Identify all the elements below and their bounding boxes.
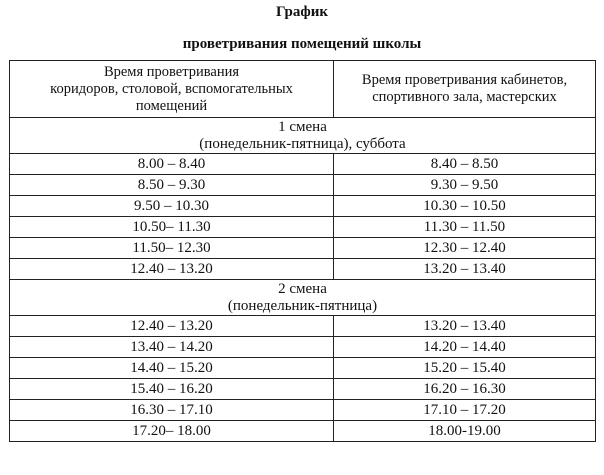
header-classrooms [334,61,596,118]
table-row [10,316,596,337]
header-corridors-line-2: коридоров, столовой, вспомогательных [50,80,293,97]
table-row [10,196,596,217]
shift-1-days: (понедельник-пятница), суббота [199,135,406,152]
shift-2-days: (понедельник-пятница) [227,297,378,314]
table-row [10,154,596,175]
table-row [10,358,596,379]
classroom-time: 13.20 – 13.40 [334,316,596,337]
table-row [10,379,596,400]
corridor-time: 10.50– 11.30 [10,217,334,238]
corridor-time: 9.50 – 10.30 [10,196,334,217]
shift-1-label: 1 смена [278,118,327,135]
table-row [10,259,596,280]
table-row [10,337,596,358]
classroom-time: 9.30 – 9.50 [334,175,596,196]
classroom-time: 16.20 – 16.30 [334,379,596,400]
document-subtitle: проветривания помещений школы [182,36,422,52]
corridor-time: 17.20– 18.00 [10,421,334,442]
classroom-time: 11.30 – 11.50 [334,217,596,238]
corridor-time: 15.40 – 16.20 [10,379,334,400]
shift-1-header [10,118,596,154]
shift-2-header [10,280,596,316]
classroom-time: 15.20 – 15.40 [334,358,596,379]
corridor-time: 13.40 – 14.20 [10,337,334,358]
corridor-time: 12.40 – 13.20 [10,259,334,280]
classroom-time: 12.30 – 12.40 [334,238,596,259]
schedule-body [10,61,596,442]
shift-2-cell [10,280,596,316]
header-classrooms-line-2: спортивного зала, мастерских [372,89,557,105]
corridor-time: 8.00 – 8.40 [10,154,334,175]
corridor-time: 16.30 – 17.10 [10,400,334,421]
header-row [10,61,596,118]
classroom-time: 14.20 – 14.40 [334,337,596,358]
header-corridors [10,61,334,118]
header-corridors-line-3: помещений [135,97,208,114]
corridor-time: 14.40 – 15.20 [10,358,334,379]
corridor-time: 11.50– 12.30 [10,238,334,259]
ventilation-schedule-table [9,60,596,442]
table-row [10,238,596,259]
shift-1-cell [10,118,596,154]
table-row [10,421,596,442]
table-row [10,217,596,238]
corridor-time: 8.50 – 9.30 [10,175,334,196]
corridor-time: 12.40 – 13.20 [10,316,334,337]
table-row [10,400,596,421]
header-classrooms-line-1: Время проветривания кабинетов, [361,72,568,88]
classroom-time: 13.20 – 13.40 [334,259,596,280]
classroom-time: 8.40 – 8.50 [334,154,596,175]
header-corridors-line-1: Время проветривания [103,63,240,80]
document-title: График [275,4,329,20]
shift-2-label: 2 смена [278,280,327,297]
classroom-time: 17.10 – 17.20 [334,400,596,421]
table-row [10,175,596,196]
classroom-time: 18.00-19.00 [334,421,596,442]
classroom-time: 10.30 – 10.50 [334,196,596,217]
